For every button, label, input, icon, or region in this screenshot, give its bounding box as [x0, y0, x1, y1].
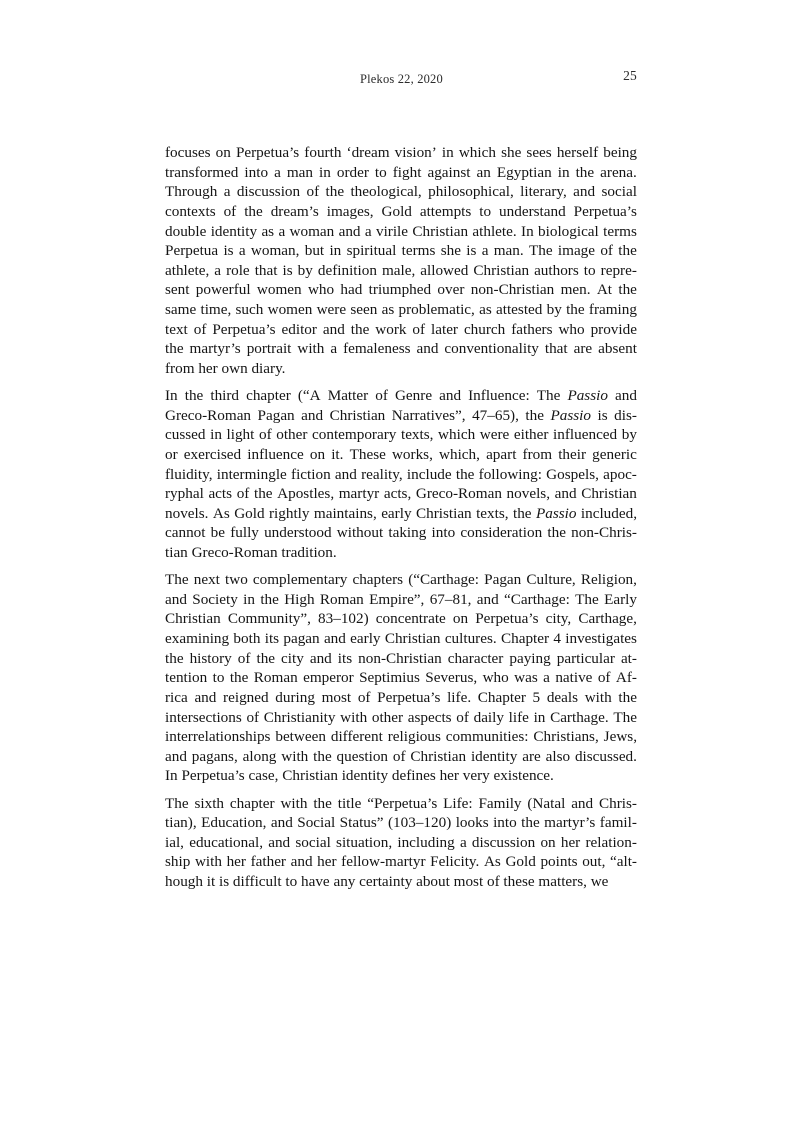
paragraph-2	[165, 386, 637, 563]
text-line: The sixth chapter with the title “Perpetua’s Life: Family (Natal and Chris-	[165, 794, 637, 812]
text-line: Perpetua is a woman, but in spiritual terms she is a man. The image of the	[165, 242, 637, 260]
text-line: novels. As Gold rightly maintains, early Christian texts, the Passio included,	[165, 504, 637, 522]
text-line: tian Greco-Roman tradition.	[165, 544, 337, 561]
text-line: sent powerful women who had triumphed over non-Christian men. At the	[165, 281, 637, 299]
text-line: rica and reigned during most of Perpetua’s life. Chapter 5 deals with the	[165, 688, 637, 706]
text-line: cussed in light of other contemporary texts, which were either influenced by	[165, 426, 637, 444]
text-line: The next two complementary chapters (“Carthage: Pagan Culture, Religion,	[165, 571, 637, 589]
text-line: Through a discussion of the theological, philosophical, literary, and social	[165, 183, 637, 201]
text-line: and Society in the High Roman Empire”, 67–81, and “Carthage: The Early	[165, 590, 637, 608]
text-line: transformed into a man in order to fight against an Egyptian in the arena.	[165, 163, 637, 181]
paragraph-4	[165, 794, 637, 892]
running-header	[165, 70, 637, 92]
text-line: interrelationships between different religious communities: Christians, Jews,	[165, 728, 637, 746]
text-line: and pagans, along with the question of Christian identity are also discussed.	[165, 747, 637, 765]
text-line: the history of the city and its non-Christian character paying particular at-	[165, 649, 637, 667]
journal-issue-label: Plekos 22, 2020	[360, 72, 443, 86]
text-line: text of Perpetua’s editor and the work of later church fathers who provide	[165, 320, 637, 338]
text-line: cannot be fully understood without taking into consideration the non-Chris-	[165, 524, 637, 542]
text-line: double identity as a woman and a virile Christian athlete. In biological terms	[165, 222, 637, 240]
text-line: Greco-Roman Pagan and Christian Narratives”, 47–65), the Passio is dis-	[165, 406, 637, 424]
text-line: In the third chapter (“A Matter of Genre and Influence: The Passio and	[165, 387, 637, 404]
paragraph-3	[165, 570, 637, 786]
text-line: hough it is difficult to have any certainty about most of these matters, we	[165, 873, 609, 890]
text-line: examining both its pagan and early Christian cultures. Chapter 4 investigates	[165, 630, 637, 647]
text-line: or exercised influence on it. These works, which, apart from their generic	[165, 445, 637, 463]
text-line: Christian Community”, 83–102) concentrate on Perpetua’s city, Carthage,	[165, 610, 637, 628]
text-line: ryphal acts of the Apostles, martyr acts, Greco-Roman novels, and Christian	[165, 485, 637, 503]
body-text-column	[165, 143, 637, 899]
text-line: athlete, a role that is by definition male, allowed Christian authors to repre-	[165, 261, 637, 279]
text-line: same time, such women were seen as problematic, as attested by the framing	[165, 301, 637, 318]
text-line: tian), Education, and Social Status” (103–120) looks into the martyr’s famil-	[165, 814, 637, 832]
text-line: intersections of Christianity with other aspects of daily life in Carthage. The	[165, 708, 637, 726]
paragraph-1	[165, 143, 637, 379]
text-line: ial, educational, and social situation, including a discussion on her relation-	[165, 833, 637, 851]
text-line: focuses on Perpetua’s fourth ‘dream vision’ in which she sees herself being	[165, 144, 637, 161]
text-line: In Perpetua’s case, Christian identity defines her very existence.	[165, 767, 554, 785]
text-line: tention to the Roman emperor Septimius Severus, who was a native of Af-	[165, 669, 637, 687]
text-line: contexts of the dream’s images, Gold attempts to understand Perpetua’s	[165, 202, 637, 220]
page-number: 25	[623, 68, 637, 83]
text-line: ship with her father and her fellow-martyr Felicity. As Gold points out, “alt-	[165, 853, 637, 871]
text-line: fluidity, intermingle fiction and reality, include the following: Gospels, apoc-	[165, 465, 637, 483]
text-line: from her own diary.	[165, 359, 286, 377]
text-line: the martyr’s portrait with a femaleness and conventionality that are absent	[165, 340, 637, 358]
